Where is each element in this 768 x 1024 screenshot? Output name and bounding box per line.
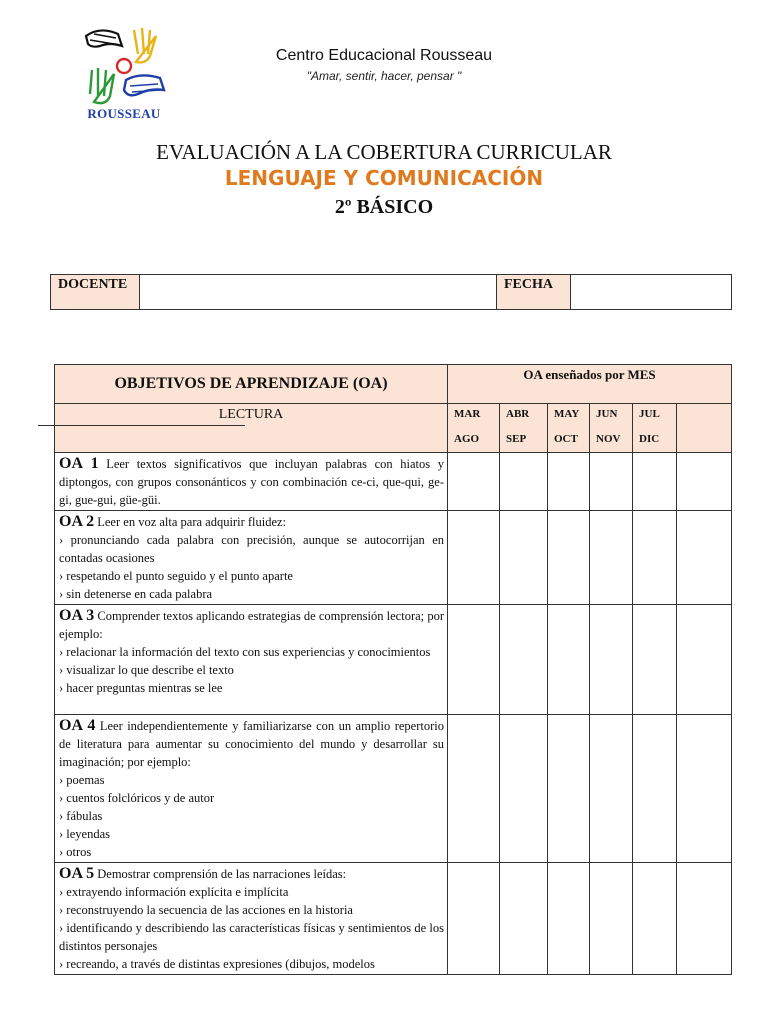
oa-list-item: › visualizar lo que describe el texto (59, 663, 234, 677)
document-level: 2º BÁSICO (334, 196, 434, 218)
oa-list-item: › identificando y describiendo las características físicas y sentimientos de los distintos personajes (59, 921, 444, 953)
oa-list-item: › sin detenerse en cada palabra (59, 587, 213, 601)
month-check-cell[interactable] (500, 511, 548, 605)
month-check-cell[interactable] (633, 453, 677, 511)
month-check-cell[interactable] (590, 453, 633, 511)
month-header-5: JUL DIC (633, 404, 677, 453)
month-check-cell[interactable] (448, 605, 500, 715)
oa-description (55, 453, 448, 511)
oa-list-item: › poemas (59, 773, 105, 787)
month-check-cell[interactable] (448, 511, 500, 605)
oa-list-item: › otros (59, 845, 92, 859)
month-check-cell[interactable] (500, 715, 548, 863)
month-check-cell[interactable] (590, 715, 633, 863)
oa-description (55, 715, 448, 863)
oa-list-item: › reconstruyendo la secuencia de las acciones en la historia (59, 903, 353, 917)
oa-intro: Leer en voz alta para adquirir fluidez: (94, 515, 287, 529)
document-title: EVALUACIÓN A LA COBERTURA CURRICULAR (156, 140, 612, 164)
oa-list-item: › leyendas (59, 827, 111, 841)
fecha-label: FECHA (497, 275, 571, 310)
month-check-cell[interactable] (677, 605, 732, 715)
oa-number: OA 3 (59, 607, 95, 624)
month-check-cell[interactable] (633, 715, 677, 863)
oa-description (55, 863, 448, 975)
oa-list-item: › recreando, a través de distintas expresiones (dibujos, modelos (59, 957, 375, 971)
month-check-cell[interactable] (548, 715, 590, 863)
month-check-cell[interactable] (677, 863, 732, 975)
oa-intro: Comprender textos aplicando estrategias de comprensión lectora; por ejemplo: (59, 609, 444, 641)
table-row (55, 605, 732, 715)
month-check-cell[interactable] (677, 511, 732, 605)
section-label-lectura: LECTURA (55, 404, 448, 453)
school-name: Centro Educacional Rousseau (275, 47, 493, 64)
oa-description (55, 511, 448, 605)
month-check-cell[interactable] (633, 605, 677, 715)
oa-intro: Leer independientemente y familiarizarse con un amplio repertorio de literatura para aumentar su conocimiento del mundo y desarrollar su imaginación; por ejemplo: (59, 719, 444, 769)
document-subject: LENGUAJE Y COMUNICACIÓN (224, 166, 544, 190)
month-check-cell[interactable] (590, 863, 633, 975)
table-row (55, 453, 732, 511)
oa-list-item: › respetando el punto seguido y el punto aparte (59, 569, 293, 583)
oa-column-header: OBJETIVOS DE APRENDIZAJE (OA) (55, 365, 448, 404)
logo-hand-black (86, 30, 122, 46)
month-check-cell[interactable] (633, 863, 677, 975)
oa-list-item: › relacionar la información del texto con sus experiencias y conocimientos (59, 645, 431, 659)
oa-number: OA 2 (59, 513, 95, 530)
table-row (55, 863, 732, 975)
oa-number: OA 1 (59, 455, 99, 472)
school-motto: "Amar, sentir, hacer, pensar " (306, 69, 462, 83)
month-check-cell[interactable] (448, 453, 500, 511)
oa-intro: Leer textos significativos que incluyan palabras con hiatos y diptongos, con grupos consonánticos y con combinación ce-ci, que-qui, ge-gi, gue-gui, güe-güi. (59, 457, 444, 507)
oa-description (55, 605, 448, 715)
oa-list-item: › fábulas (59, 809, 103, 823)
oa-list-item: › hacer preguntas mientras se lee (59, 681, 223, 695)
month-check-cell[interactable] (448, 863, 500, 975)
month-check-cell[interactable] (548, 453, 590, 511)
oa-intro: Demostrar comprensión de las narraciones leídas: (94, 867, 347, 881)
logo-caption: ROUSSEAU (87, 106, 161, 121)
docente-label: DOCENTE (51, 275, 140, 310)
decorative-rule (38, 425, 245, 426)
month-header-6 (677, 404, 732, 453)
oa-number: OA 5 (59, 865, 95, 882)
fecha-field[interactable] (571, 275, 732, 310)
oa-list-item: › extrayendo información explícita e implícita (59, 885, 289, 899)
month-check-cell[interactable] (677, 453, 732, 511)
month-check-cell[interactable] (448, 715, 500, 863)
month-header-2: ABR SEP (500, 404, 548, 453)
month-check-cell[interactable] (500, 453, 548, 511)
month-check-cell[interactable] (548, 511, 590, 605)
months-header: OA enseñados por MES (448, 365, 732, 404)
teacher-date-table (50, 274, 732, 310)
month-header-1: MAR AGO (448, 404, 500, 453)
month-check-cell[interactable] (590, 511, 633, 605)
oa-list-item: › cuentos folclóricos y de autor (59, 791, 215, 805)
oa-list-item: › pronunciando cada palabra con precisión, aunque se autocorrijan en contadas ocasiones (59, 533, 444, 565)
table-row (55, 511, 732, 605)
month-check-cell[interactable] (633, 511, 677, 605)
month-check-cell[interactable] (590, 605, 633, 715)
oa-number: OA 4 (59, 717, 96, 734)
month-header-3: MAY OCT (548, 404, 590, 453)
oa-coverage-table (54, 364, 732, 975)
month-check-cell[interactable] (677, 715, 732, 863)
month-check-cell[interactable] (500, 605, 548, 715)
month-check-cell[interactable] (548, 863, 590, 975)
table-row (55, 715, 732, 863)
docente-field[interactable] (140, 275, 497, 310)
month-check-cell[interactable] (500, 863, 548, 975)
month-header-4: JUN NOV (590, 404, 633, 453)
month-check-cell[interactable] (548, 605, 590, 715)
